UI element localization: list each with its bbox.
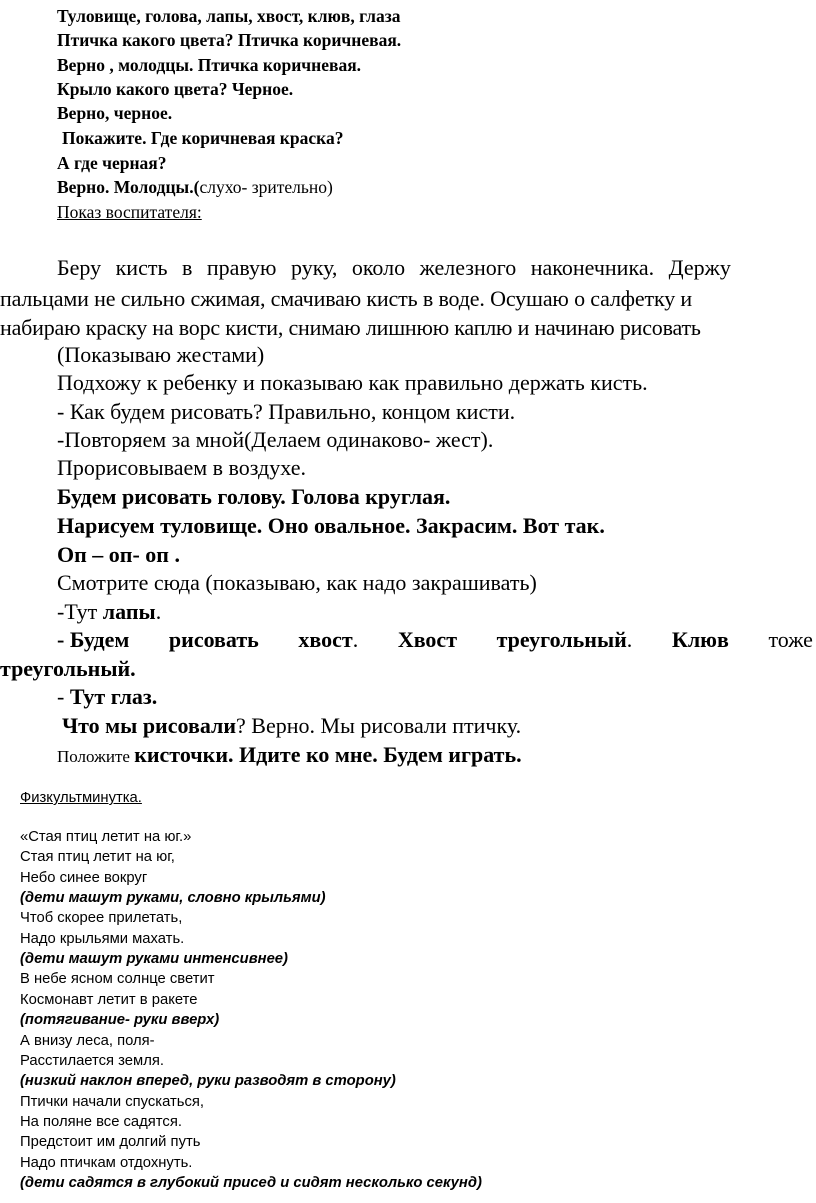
what-line	[62, 712, 521, 740]
intro-line: Верно, черное.	[57, 103, 173, 123]
put-small: Положите	[57, 747, 135, 766]
paws-prefix: -Тут	[57, 599, 103, 624]
tail-word: Хвост	[397, 627, 458, 652]
tail-word: хвост	[298, 627, 353, 652]
poem-line: На поляне все садятся.	[20, 1113, 182, 1130]
poem-stage-direction: (низкий наклон вперед, руки разводят в сторону)	[20, 1073, 396, 1090]
step-line: (Показываю жестами)	[57, 342, 265, 367]
eye-bold: Тут глаз.	[69, 684, 158, 709]
step-line: -Повторяем за мной(Делаем одинаково- жест).	[57, 427, 494, 452]
paws-suffix: .	[155, 599, 162, 624]
intro-last-line	[57, 175, 333, 199]
intro-line: А где черная?	[57, 153, 167, 173]
fizkult-heading: Физкультминутка.	[20, 790, 142, 806]
poem-line: Стая птиц летит на юг,	[20, 849, 175, 866]
eye-prefix: -	[57, 684, 70, 709]
poem-line: В небе ясном солнце светит	[20, 971, 215, 988]
poem-stage-direction: (дети машут руками, словно крыльями)	[20, 890, 326, 907]
poem-line: Расстилается земля.	[20, 1052, 164, 1069]
put-bold: кисточки. Идите ко мне. Будем играть.	[134, 742, 522, 767]
paragraph-line-3: набираю краску на ворс кисти, снимаю лишнюю каплю и начинаю рисовать	[0, 315, 701, 340]
tail-word: рисовать	[168, 627, 259, 652]
intro-last-normal: слухо- зрительно)	[199, 177, 333, 197]
poem-stage-direction: (дети машут руками интенсивнее)	[20, 951, 288, 968]
tail-word: тоже	[768, 627, 813, 652]
intro-line: Крыло какого цвета? Черное.	[57, 79, 294, 99]
demo-heading: Показ воспитателя:	[57, 202, 202, 222]
poem-line: Чтоб скорее прилетать,	[20, 910, 183, 927]
intro-line: Птичка какого цвета? Птичка коричневая.	[57, 30, 402, 50]
tail-word: треугольный	[496, 627, 627, 652]
tail-word: Клюв	[671, 627, 729, 652]
step-line: Подхожу к ребенку и показываю как правильно держать кисть.	[57, 370, 648, 395]
intro-line: Верно , молодцы. Птичка коричневая.	[57, 55, 362, 75]
look-line: Смотрите сюда (показываю, как надо закрашивать)	[57, 570, 537, 595]
poem-line: Надо крыльями махать.	[20, 930, 185, 947]
poem-line: А внизу леса, поля-	[20, 1032, 155, 1049]
tail-end: треугольный.	[0, 656, 136, 681]
poem-stage-direction: (потягивание- руки вверх)	[20, 1012, 220, 1029]
step-line: - Как будем рисовать? Правильно, концом кисти.	[57, 399, 516, 424]
paragraph-line-1	[57, 254, 813, 282]
poem-line: «Стая птиц летит на юг.»	[20, 829, 192, 845]
tail-line	[57, 626, 813, 654]
put-line	[57, 741, 522, 771]
intro-line: Туловище, голова, лапы, хвост, клюв, глаза	[57, 6, 401, 26]
paws-line	[57, 598, 161, 626]
poem-line: Надо птичкам отдохнуть.	[20, 1154, 193, 1171]
step-line: Прорисовываем в воздухе.	[57, 455, 306, 480]
bold-step: Нарисуем туловище. Оно овальное. Закрасим. Вот так.	[57, 513, 605, 538]
tail-word: .	[626, 627, 633, 652]
tail-word: - Будем	[57, 627, 130, 652]
poem-line: Предстоит им долгий путь	[20, 1134, 201, 1151]
poem-line: Космонавт летит в ракете	[20, 991, 198, 1008]
paragraph-line-2: пальцами не сильно сжимая, смачиваю кисть в воде. Осушаю о салфетку и	[0, 286, 693, 311]
paws-bold: лапы	[102, 599, 156, 624]
intro-line: Покажите. Где коричневая краска?	[62, 128, 344, 148]
bold-step: Оп – оп- оп .	[57, 542, 180, 567]
poem-line: Птички начали спускаться,	[20, 1093, 205, 1110]
tail-word: .	[352, 627, 359, 652]
bold-step: Будем рисовать голову. Голова круглая.	[57, 484, 451, 509]
paragraph-text: Беру кисть в правую руку, около железного наконечника. Держу	[57, 255, 731, 280]
poem-line: Небо синее вокруг	[20, 869, 148, 886]
poem-stage-direction: (дети садятся в глубокий присед и сидят несколько секунд)	[20, 1174, 482, 1191]
what-bold: Что мы рисовали	[62, 713, 237, 738]
eye-line	[57, 683, 157, 711]
intro-last-bold: Верно. Молодцы.(	[57, 177, 200, 197]
what-normal: ? Верно. Мы рисовали птичку.	[236, 713, 522, 738]
